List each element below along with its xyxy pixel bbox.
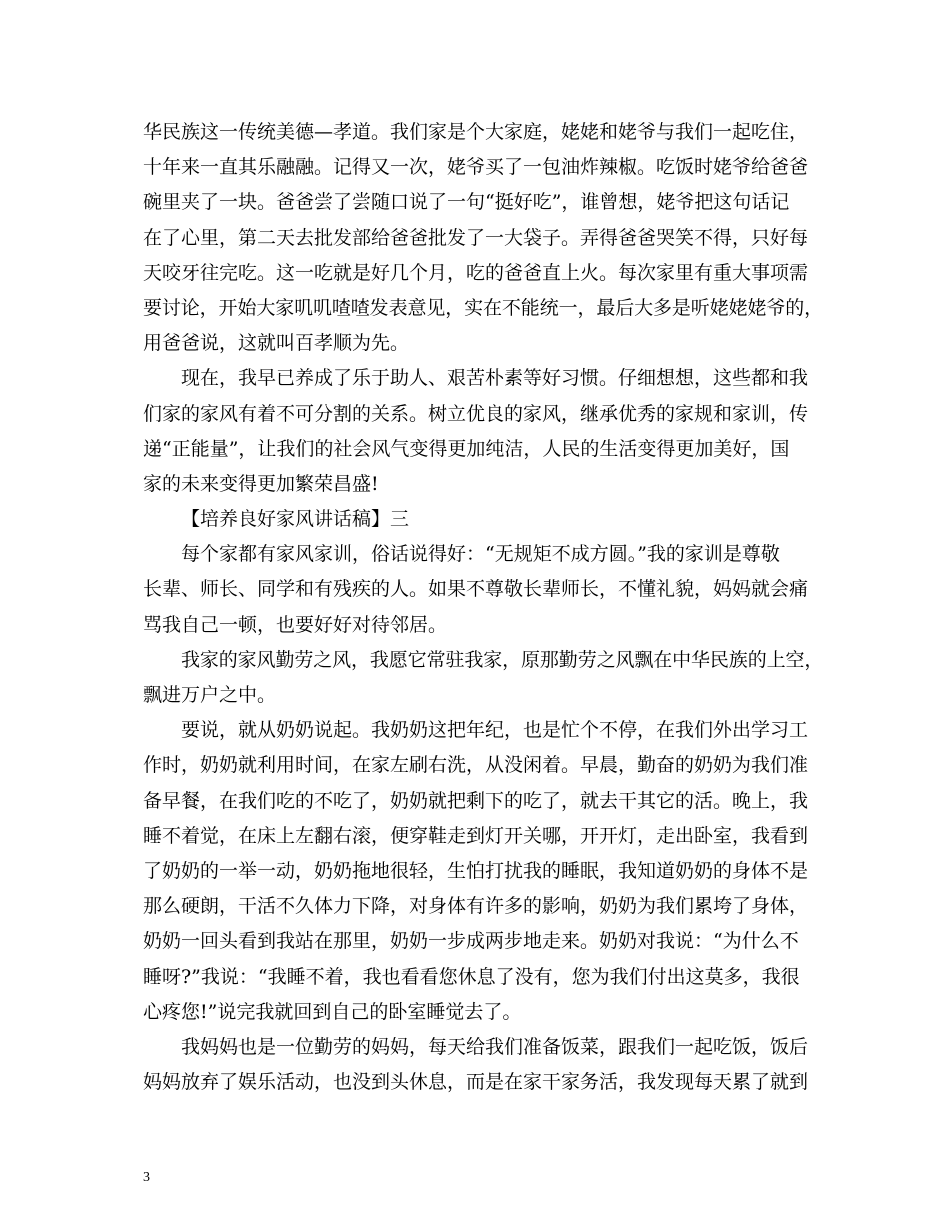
text-line: 备早餐，在我们吃的不吃了，奶奶就把剩下的吃了，就去干其它的活。晚上，我 [143,789,809,812]
paragraph [143,537,823,643]
paragraph [143,361,823,502]
text-line: 递“正能量”，让我们的社会风气变得更加纯洁，人民的生活变得更加美好，国 [143,437,790,460]
paragraph [143,115,823,361]
text-line: 长辈、师长、同学和有残疾的人。如果不尊敬长辈师长，不懂礼貌，妈妈就会痛 [143,578,809,601]
text-line: 我家的家风勤劳之风，我愿它常驻我家，原那勤劳之风飘在中华民族的上空， [181,648,824,671]
text-line: 睡呀?”我说：“我睡不着，我也看看您休息了没有，您为我们付出这莫多，我很 [143,965,800,988]
text-line: 天咬牙往完吃。这一吃就是好几个月，吃的爸爸直上火。每次家里有重大事项需 [143,261,809,284]
text-line: 骂我自己一顿，也要好好对待邻居。 [143,613,448,636]
text-line: 每个家都有家风家训，俗话说得好：“无规矩不成方圆。”我的家训是尊敬 [181,543,780,566]
text-line: 心疼您!”说完我就回到自己的卧室睡觉去了。 [143,1000,522,1023]
text-line: 们家的家风有着不可分割的关系。树立优良的家风，继承优秀的家规和家训，传 [143,402,809,425]
text-line: 作时，奶奶就利用时间，在家左刷右洗，从没闲着。早晨，勤奋的奶奶为我们准 [143,754,809,777]
text-line: 现在，我早已养成了乐于助人、艰苦朴素等好习惯。仔细想想，这些都和我 [181,367,809,390]
text-line: 十年来一直其乐融融。记得又一次，姥爷买了一包油炸辣椒。吃饭时姥爷给爸爸 [143,156,809,179]
text-line: 用爸爸说，这就叫百孝顺为先。 [143,332,410,355]
document-body [143,115,823,1100]
text-line: 飘进万户之中。 [143,684,277,706]
paragraph [143,502,823,537]
paragraph [143,1030,823,1100]
paragraph [143,713,823,1030]
text-line: 华民族这一传统美德—孝道。我们家是个大家庭，姥姥和姥爷与我们一起吃住， [143,121,809,143]
paragraph [143,643,823,713]
text-line: 妈妈放弃了娱乐活动，也没到头休息，而是在家干家务活，我发现每天累了就到 [143,1071,809,1094]
text-line: 在了心里，第二天去批发部给爸爸批发了一大袋子。弄得爸爸哭笑不得，只好每 [143,226,809,249]
text-line: 碗里夹了一块。爸爸尝了尝随口说了一句“挺好吃”，谁曾想，姥爷把这句话记 [143,191,790,214]
page-number: 3 [143,1170,150,1185]
text-line: 睡不着觉，在床上左翻右滚，便穿鞋走到灯开关哪，开开灯，走出卧室，我看到 [143,824,809,847]
text-line: 【培养良好家风讲话稿】三 [181,508,410,531]
text-line: 家的未来变得更加繁荣昌盛! [143,472,379,495]
text-line: 要讨论，开始大家叽叽喳喳发表意见，实在不能统一，最后大多是听姥姥姥爷的， [143,296,824,319]
text-line: 那么硬朗，干活不久体力下降，对身体有许多的影响，奶奶为我们累垮了身体， [143,895,809,918]
text-line: 要说，就从奶奶说起。我奶奶这把年纪，也是忙个不停，在我们外出学习工 [181,719,809,742]
text-line: 我妈妈也是一位勤劳的妈妈，每天给我们准备饭菜，跟我们一起吃饭，饭后 [181,1035,809,1058]
text-line: 奶奶一回头看到我站在那里，奶奶一步成两步地走来。奶奶对我说：“为什么不 [143,930,799,953]
text-line: 了奶奶的一举一动，奶奶拖地很轻，生怕打扰我的睡眠，我知道奶奶的身体不是 [143,859,809,882]
